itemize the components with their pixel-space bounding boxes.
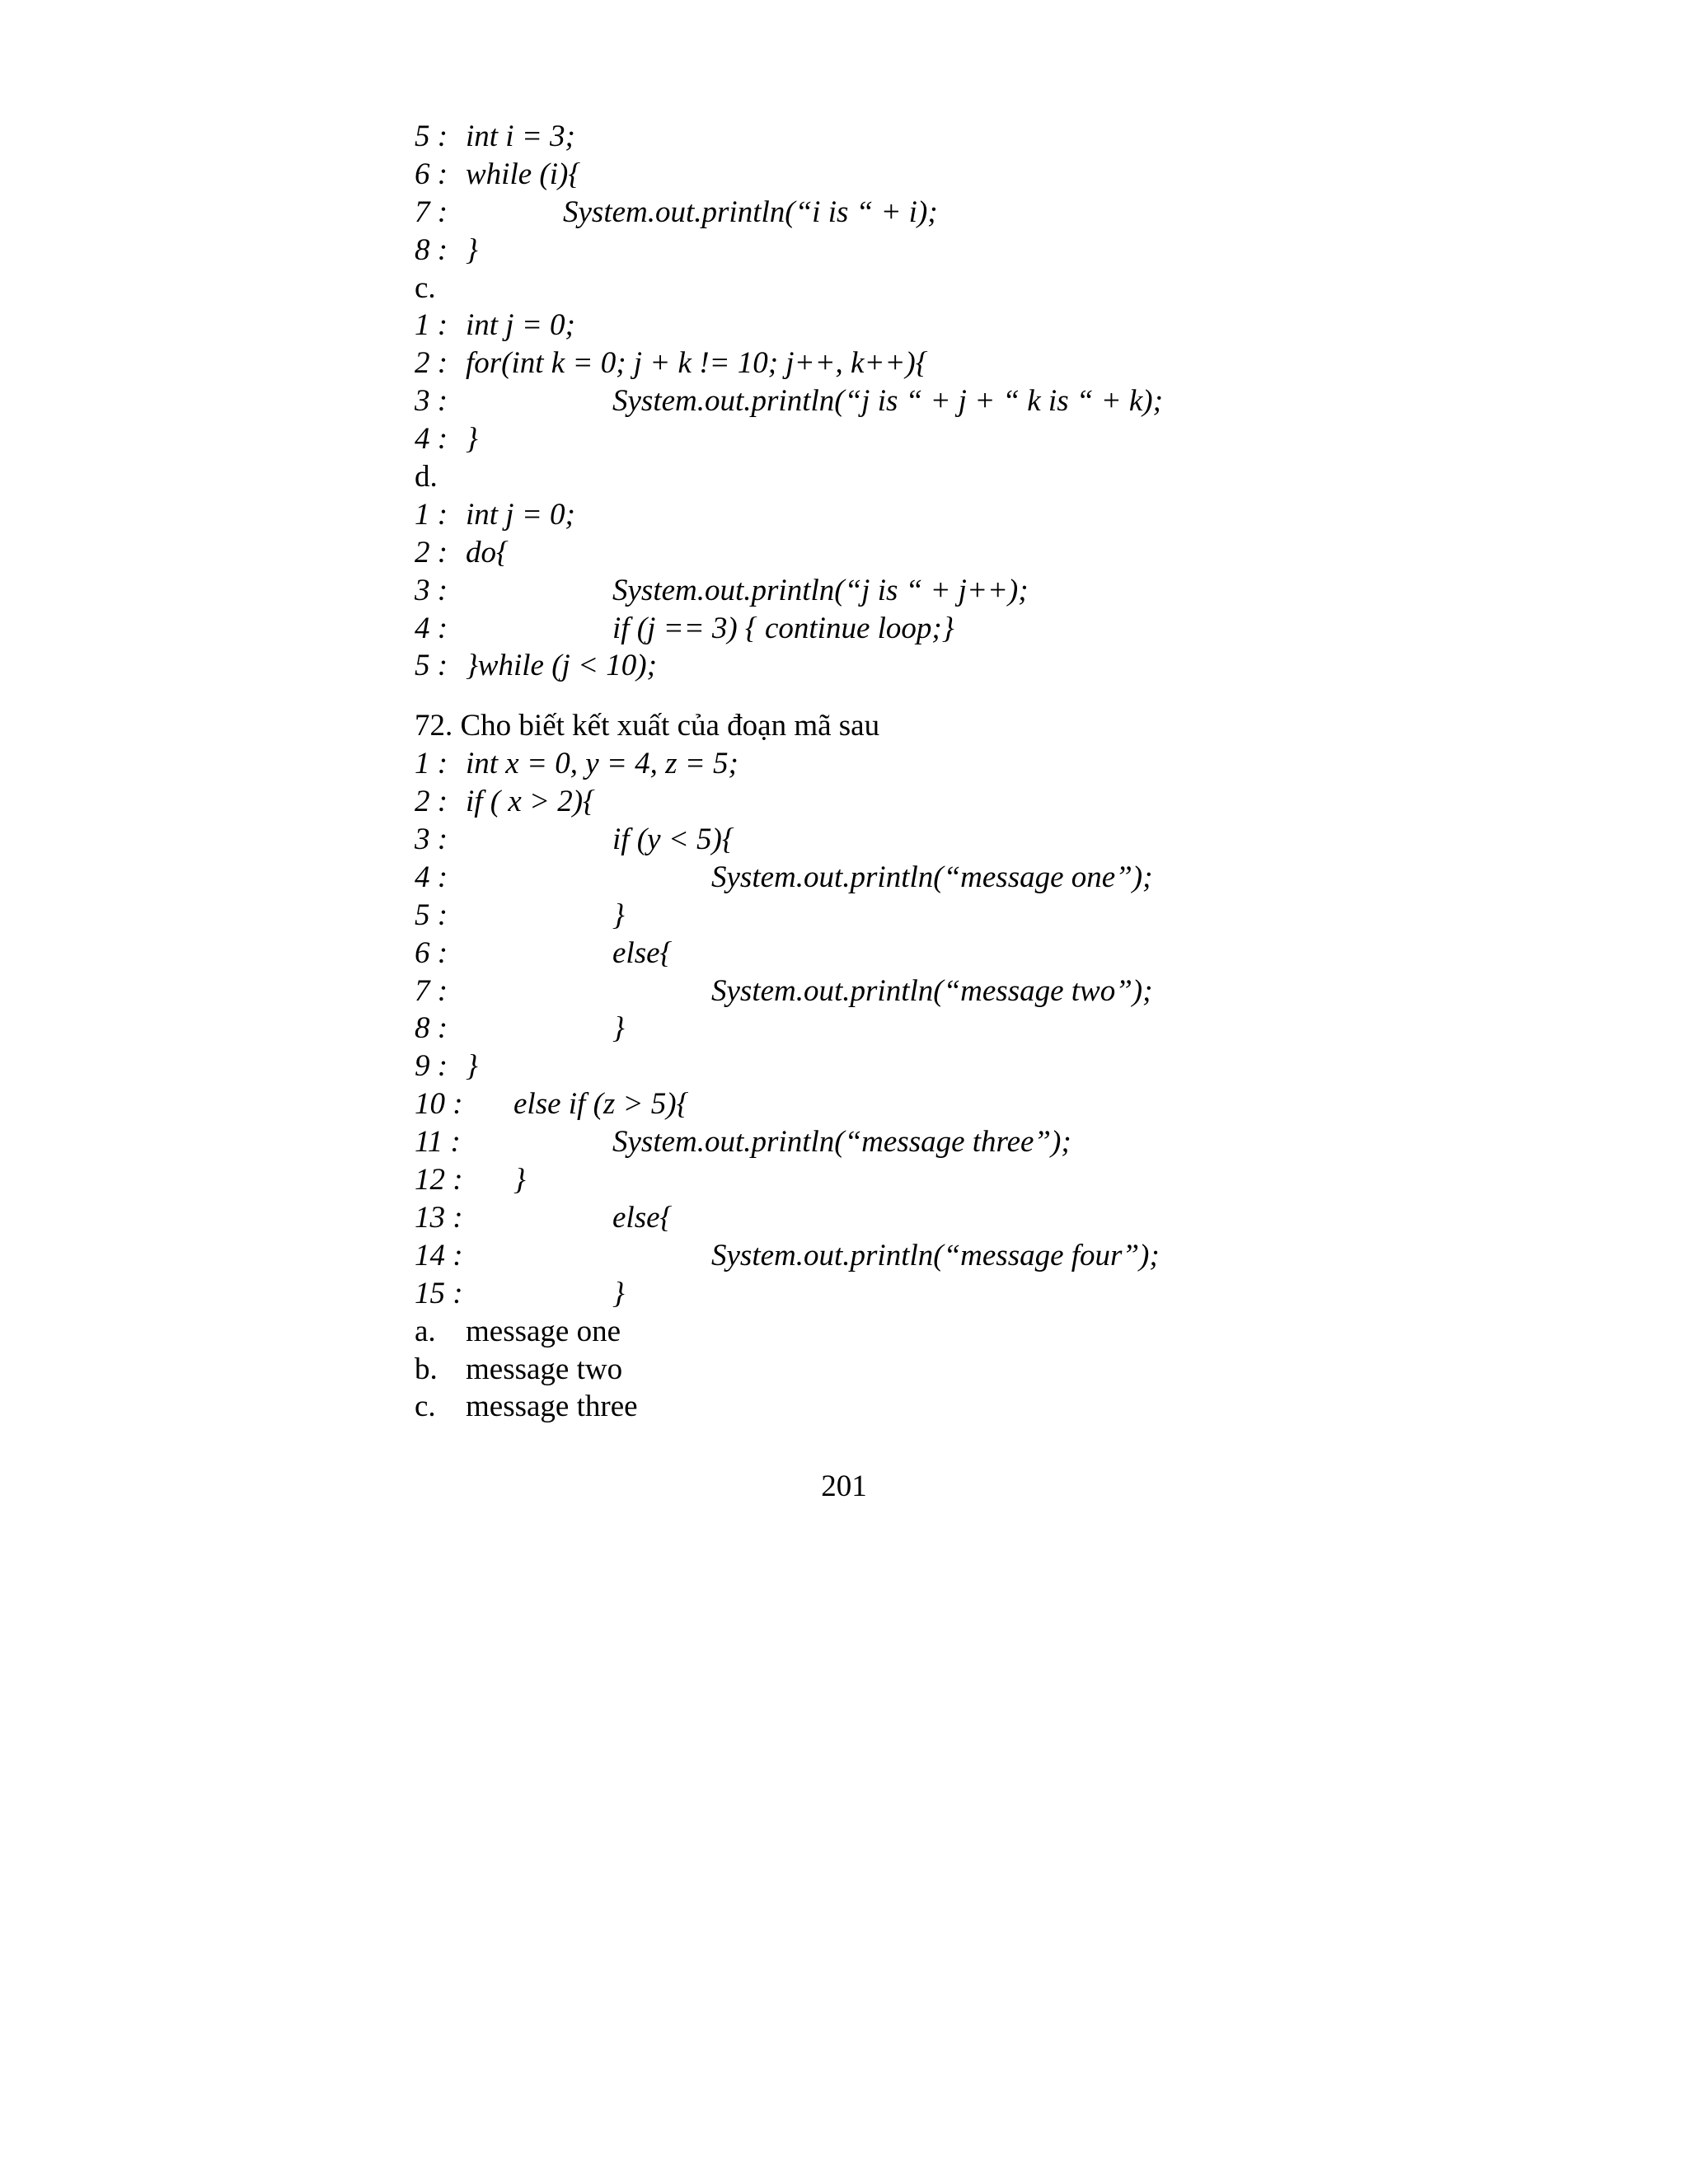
line-number: 1 :	[415, 308, 448, 343]
line-number: 3 :	[415, 384, 448, 419]
code-text: int x = 0, y = 4, z = 5;	[466, 747, 738, 781]
code-text: for(int k = 0; j + k != 10; j++, k++){	[466, 346, 928, 381]
option-label-c: c.	[415, 270, 436, 305]
line-number: 10 :	[415, 1087, 463, 1122]
code-text: System.out.println(“message three”);	[612, 1125, 1071, 1160]
line-number: 4 :	[415, 860, 448, 894]
code-text: if (y < 5){	[612, 823, 734, 857]
code-text: int j = 0;	[466, 497, 575, 532]
code-line	[415, 1237, 1486, 1275]
option-label-d: d.	[415, 460, 438, 494]
code-line	[415, 118, 1486, 156]
code-text: }while (j < 10);	[466, 649, 657, 683]
code-text: if (j == 3) { continue loop;}	[612, 611, 954, 645]
option-label: a.	[415, 1314, 436, 1348]
code-text: if ( x > 2){	[466, 785, 595, 819]
option-text: message one	[466, 1314, 621, 1348]
code-text: System.out.println(“j is “ + j++);	[612, 573, 1029, 607]
line-number: 5 :	[415, 120, 448, 153]
code-text: }	[513, 1163, 526, 1197]
code-line	[415, 496, 1486, 534]
code-text: else if (z > 5){	[513, 1087, 689, 1122]
code-text: int i = 3;	[466, 120, 575, 153]
code-line	[415, 745, 1486, 783]
code-line	[415, 344, 1486, 382]
answer-option-b	[415, 1351, 1486, 1389]
code-line	[415, 194, 1486, 232]
code-line	[415, 972, 1486, 1010]
line-number: 7 :	[415, 973, 448, 1008]
code-text: System.out.println(“j is “ + j + “ k is “ + k);	[612, 384, 1163, 419]
line-number: 3 :	[415, 573, 448, 607]
question-72-title: 72. Cho biết kết xuất của đoạn mã sau	[415, 709, 880, 743]
code-line	[415, 610, 1486, 648]
code-text: }	[612, 1276, 625, 1310]
code-line	[415, 382, 1486, 420]
code-text: while (i){	[466, 157, 581, 191]
code-line	[415, 156, 1486, 194]
option-label: c.	[415, 1390, 436, 1424]
code-text: }	[466, 422, 478, 457]
spacer	[415, 685, 1486, 707]
answer-option-a	[415, 1313, 1486, 1351]
option-text: message three	[466, 1390, 638, 1424]
code-line	[415, 897, 1486, 935]
code-text: else{	[612, 1200, 673, 1235]
line-number: 6 :	[415, 935, 448, 970]
line-number: 14 :	[415, 1238, 463, 1272]
code-text: }	[612, 1011, 625, 1046]
code-text: System.out.println(“message four”);	[711, 1238, 1160, 1272]
code-text: }	[466, 232, 478, 267]
code-line	[415, 1123, 1486, 1161]
code-text: int j = 0;	[466, 308, 575, 343]
code-text: System.out.println(“i is “ + i);	[563, 194, 938, 229]
code-line	[415, 232, 1486, 269]
line-number: 8 :	[415, 232, 448, 267]
option-text: message two	[466, 1352, 623, 1386]
code-text: System.out.println(“message two”);	[711, 973, 1153, 1008]
page-number: 201	[821, 1469, 867, 1503]
answer-option-c	[415, 1388, 1486, 1426]
code-line	[415, 821, 1486, 859]
line-number: 5 :	[415, 649, 448, 683]
line-number: 4 :	[415, 422, 448, 457]
line-number: 1 :	[415, 747, 448, 781]
line-number: 3 :	[415, 823, 448, 857]
line-number: 6 :	[415, 157, 448, 191]
code-text: }	[466, 1049, 478, 1084]
code-text: }	[612, 898, 625, 932]
code-line	[415, 647, 1486, 685]
code-line	[415, 1199, 1486, 1237]
code-line	[415, 859, 1486, 897]
code-text: else{	[612, 935, 673, 970]
line-number: 2 :	[415, 535, 448, 569]
line-number: 7 :	[415, 194, 448, 229]
code-line	[415, 1161, 1486, 1199]
line-number: 2 :	[415, 346, 448, 381]
code-text: do{	[466, 535, 509, 569]
line-number: 2 :	[415, 785, 448, 819]
line-number: 8 :	[415, 1011, 448, 1046]
line-number: 1 :	[415, 497, 448, 532]
code-line	[415, 420, 1486, 458]
line-number: 12 :	[415, 1163, 463, 1197]
code-line	[415, 572, 1486, 610]
page-content	[415, 118, 1486, 1426]
code-line	[415, 935, 1486, 972]
code-line	[415, 307, 1486, 344]
code-line	[415, 1047, 1486, 1085]
code-line	[415, 1275, 1486, 1313]
code-line	[415, 783, 1486, 821]
code-line	[415, 1010, 1486, 1047]
line-number: 15 :	[415, 1276, 463, 1310]
code-line	[415, 534, 1486, 572]
code-text: System.out.println(“message one”);	[711, 860, 1153, 894]
line-number: 4 :	[415, 611, 448, 645]
line-number: 9 :	[415, 1049, 448, 1084]
line-number: 5 :	[415, 898, 448, 932]
code-line	[415, 1085, 1486, 1123]
line-number: 13 :	[415, 1200, 463, 1235]
line-number: 11 :	[415, 1125, 461, 1160]
option-label: b.	[415, 1352, 438, 1386]
